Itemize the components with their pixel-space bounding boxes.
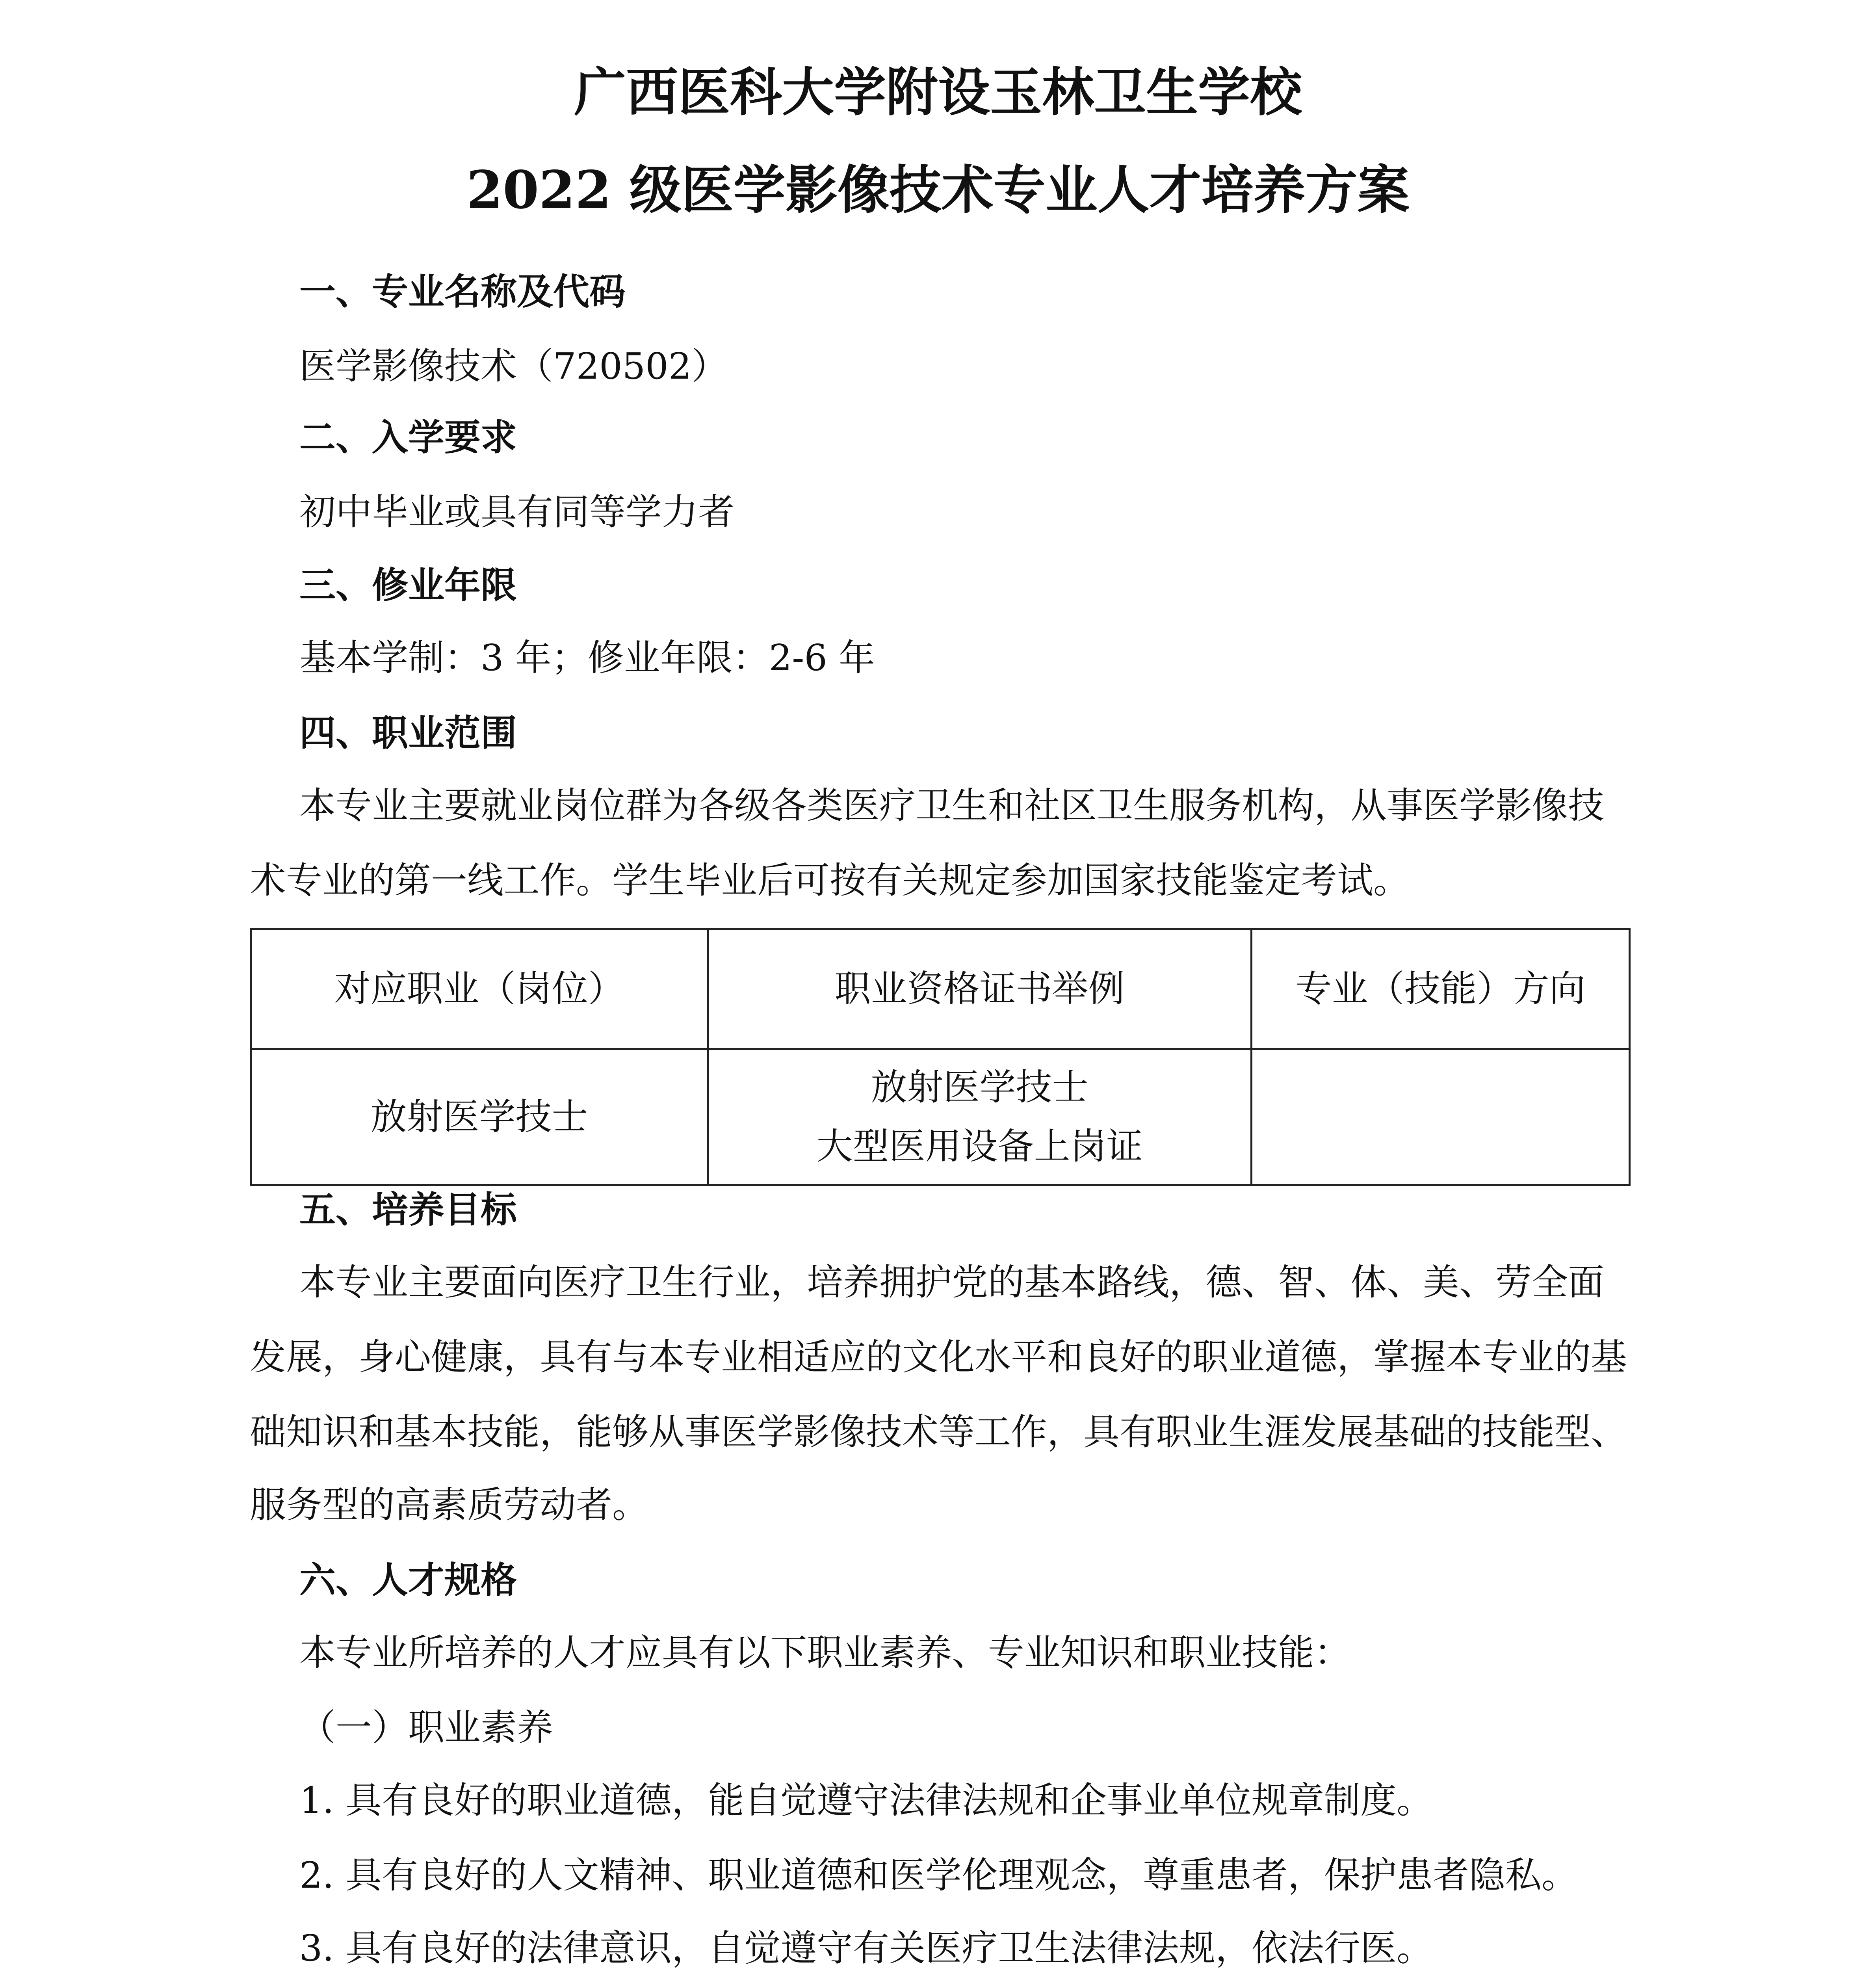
certificate-item: 大型医用设备上岗证 bbox=[816, 1125, 1143, 1167]
table-header-certificate: 职业资格证书举例 bbox=[708, 929, 1252, 1049]
career-table bbox=[250, 928, 1631, 1186]
table-header-job: 对应职业（岗位） bbox=[251, 929, 708, 1049]
section-heading-4: 四、职业范围 bbox=[299, 712, 517, 754]
list-item: 2. 具有良好的人文精神、职业道德和医学伦理观念，尊重患者，保护患者隐私。 bbox=[299, 1854, 1578, 1896]
training-goal-paragraph-line: 服务型的高素质劳动者。 bbox=[250, 1484, 649, 1526]
study-duration: 基本学制：3 年；修业年限：2-6 年 bbox=[299, 637, 875, 679]
document-title-program: 2022 级医学影像技术专业人才培养方案 bbox=[466, 160, 1410, 221]
list-item: 1. 具有良好的职业道德，能自觉遵守法律法规和企事业单位规章制度。 bbox=[299, 1779, 1433, 1821]
table-header-row bbox=[251, 929, 1630, 1049]
major-name-code: 医学影像技术（720502） bbox=[299, 345, 728, 387]
certificate-item: 放射医学技士 bbox=[871, 1066, 1088, 1108]
subsection-heading-1: （一）职业素养 bbox=[299, 1706, 554, 1749]
section-heading-6: 六、人才规格 bbox=[299, 1559, 517, 1601]
talent-spec-intro: 本专业所培养的人才应具有以下职业素养、专业知识和职业技能： bbox=[299, 1632, 1351, 1674]
document-title-school: 广西医科大学附设玉林卫生学校 bbox=[574, 62, 1302, 123]
career-scope-paragraph-line: 本专业主要就业岗位群为各级各类医疗卫生和社区卫生服务机构，从事医学影像技 bbox=[299, 784, 1605, 827]
section-heading-1: 一、专业名称及代码 bbox=[299, 270, 626, 313]
section-heading-3: 三、修业年限 bbox=[299, 564, 517, 606]
career-scope-paragraph-line: 术专业的第一线工作。学生毕业后可按有关规定参加国家技能鉴定考试。 bbox=[250, 859, 1410, 901]
table-header-direction: 专业（技能）方向 bbox=[1252, 929, 1630, 1049]
section-heading-5: 五、培养目标 bbox=[299, 1188, 517, 1231]
table-cell-certificates bbox=[708, 1049, 1252, 1185]
training-goal-paragraph-line: 础知识和基本技能，能够从事医学影像技术等工作，具有职业生涯发展基础的技能型、 bbox=[250, 1411, 1627, 1453]
training-goal-paragraph-line: 本专业主要面向医疗卫生行业，培养拥护党的基本路线，德、智、体、美、劳全面 bbox=[299, 1261, 1605, 1303]
training-goal-paragraph-line: 发展，身心健康，具有与本专业相适应的文化水平和良好的职业道德，掌握本专业的基 bbox=[250, 1336, 1627, 1378]
list-item: 3. 具有良好的法律意识，自觉遵守有关医疗卫生法律法规，依法行医。 bbox=[299, 1927, 1433, 1969]
table-cell-direction bbox=[1252, 1049, 1630, 1185]
table-row bbox=[251, 1049, 1630, 1185]
admission-requirement: 初中毕业或具有同等学力者 bbox=[299, 491, 735, 533]
table-cell-job: 放射医学技士 bbox=[251, 1049, 708, 1185]
section-heading-2: 二、入学要求 bbox=[299, 416, 517, 459]
